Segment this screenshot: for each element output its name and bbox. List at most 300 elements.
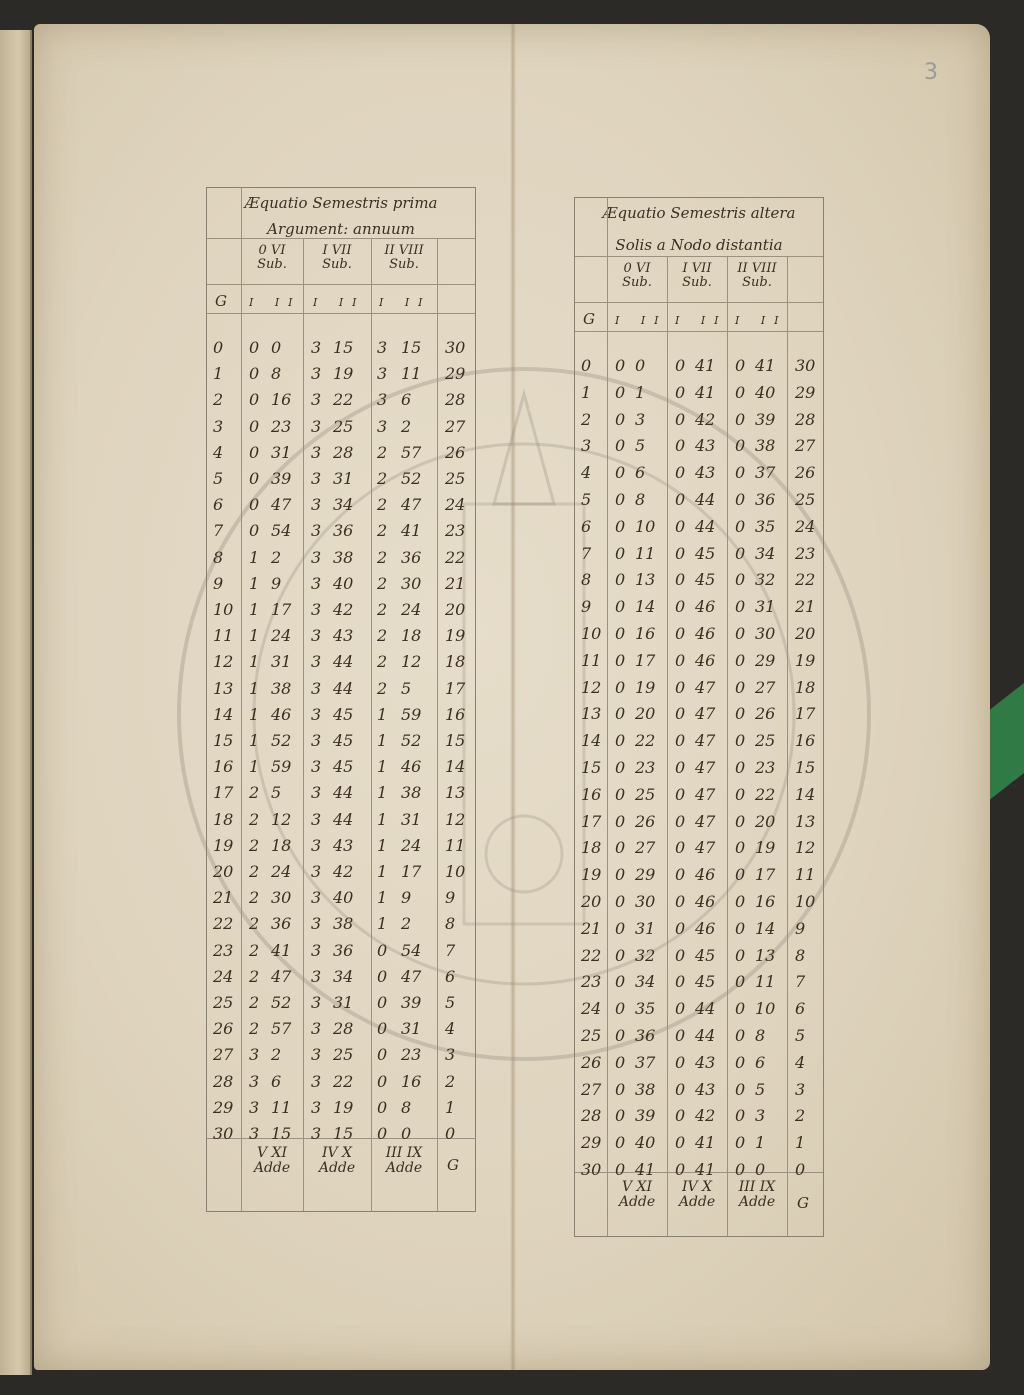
value-cell: 1 bbox=[249, 757, 260, 777]
value-cell: 0 bbox=[735, 784, 746, 804]
complement-degree-cell: 22 bbox=[445, 547, 466, 567]
value-cell: 0 bbox=[615, 784, 626, 804]
value-cell: 12 bbox=[401, 652, 422, 672]
g-label: G bbox=[215, 292, 227, 310]
value-cell: 5 bbox=[271, 783, 282, 803]
g-label: G bbox=[583, 310, 595, 328]
degree-cell: 14 bbox=[213, 704, 234, 724]
complement-degree-cell: 8 bbox=[445, 914, 456, 934]
degree-cell: 19 bbox=[213, 835, 234, 855]
value-cell: 47 bbox=[401, 966, 422, 986]
complement-degree-cell: 12 bbox=[795, 838, 816, 858]
value-cell: 0 bbox=[735, 918, 746, 938]
value-cell: 0 bbox=[735, 624, 746, 643]
value-cell: 43 bbox=[695, 1052, 716, 1072]
value-cell: 0 bbox=[675, 1160, 686, 1179]
value-cell: 46 bbox=[695, 892, 716, 911]
complement-degree-cell: 20 bbox=[445, 600, 466, 619]
value-cell: 0 bbox=[615, 731, 626, 751]
value-cell: 0 bbox=[249, 364, 260, 384]
header-rule bbox=[207, 238, 475, 239]
value-cell: 44 bbox=[695, 999, 716, 1019]
table-aequatio-altera bbox=[574, 197, 824, 1237]
degree-cell: 5 bbox=[581, 490, 592, 509]
value-cell: 3 bbox=[377, 338, 388, 357]
value-cell: 0 bbox=[615, 382, 626, 402]
value-cell: 26 bbox=[635, 811, 656, 831]
value-cell: 1 bbox=[755, 1133, 766, 1153]
value-cell: 3 bbox=[311, 442, 322, 462]
value-cell: 0 bbox=[401, 1124, 412, 1143]
value-cell: 0 bbox=[675, 597, 686, 617]
value-cell: 0 bbox=[675, 758, 686, 777]
degree-cell: 12 bbox=[213, 652, 234, 672]
value-cell: 0 bbox=[249, 469, 260, 488]
value-cell: 43 bbox=[695, 436, 716, 456]
value-cell: 14 bbox=[635, 597, 656, 617]
degree-cell: 23 bbox=[213, 940, 234, 960]
value-cell: 0 bbox=[735, 516, 746, 536]
unit-label: I II bbox=[313, 296, 366, 309]
value-cell: 23 bbox=[635, 758, 656, 777]
column-rule bbox=[437, 238, 438, 1211]
value-cell: 3 bbox=[311, 626, 322, 646]
complement-degree-cell: 4 bbox=[795, 1052, 806, 1072]
value-cell: 0 bbox=[755, 1160, 766, 1179]
value-cell: 25 bbox=[333, 416, 354, 436]
header-rule bbox=[575, 256, 823, 257]
degree-cell: 18 bbox=[581, 838, 602, 858]
degree-cell: 30 bbox=[581, 1160, 602, 1179]
value-cell: 3 bbox=[635, 409, 646, 429]
col-head-i-vii: I VII Sub. bbox=[682, 261, 712, 290]
degree-cell: 25 bbox=[581, 1026, 602, 1045]
value-cell: 35 bbox=[755, 516, 776, 536]
value-cell: 14 bbox=[755, 918, 776, 938]
complement-degree-cell: 22 bbox=[795, 570, 816, 590]
value-cell: 38 bbox=[755, 436, 776, 456]
value-cell: 39 bbox=[755, 409, 776, 429]
complement-degree-cell: 21 bbox=[795, 597, 816, 617]
col-head-ii-viii: II VIII Sub. bbox=[384, 243, 424, 272]
value-cell: 30 bbox=[755, 624, 776, 643]
value-cell: 3 bbox=[311, 521, 322, 541]
value-cell: 17 bbox=[755, 865, 776, 885]
value-cell: 0 bbox=[615, 999, 626, 1019]
degree-cell: 26 bbox=[581, 1052, 602, 1072]
table-title: Æquatio Semestris prima bbox=[244, 194, 438, 212]
value-cell: 5 bbox=[635, 436, 646, 456]
degree-cell: 12 bbox=[581, 677, 602, 697]
value-cell: 0 bbox=[675, 918, 686, 938]
degree-cell: 29 bbox=[213, 1097, 234, 1117]
value-cell: 34 bbox=[333, 495, 354, 515]
value-cell: 36 bbox=[271, 914, 292, 934]
value-cell: 52 bbox=[271, 731, 292, 750]
value-cell: 36 bbox=[635, 1026, 656, 1045]
value-cell: 0 bbox=[675, 838, 686, 858]
degree-cell: 13 bbox=[581, 704, 602, 724]
value-cell: 44 bbox=[695, 1026, 716, 1045]
value-cell: 46 bbox=[695, 650, 716, 670]
complement-degree-cell: 10 bbox=[795, 892, 816, 911]
value-cell: 0 bbox=[735, 463, 746, 483]
value-cell: 0 bbox=[615, 463, 626, 483]
value-cell: 1 bbox=[377, 757, 388, 777]
value-cell: 0 bbox=[735, 570, 746, 590]
value-cell: 0 bbox=[675, 356, 686, 375]
value-cell: 1 bbox=[249, 600, 260, 619]
degree-cell: 2 bbox=[581, 409, 592, 429]
degree-cell: 19 bbox=[581, 865, 602, 885]
complement-degree-cell: 30 bbox=[795, 356, 816, 375]
value-cell: 0 bbox=[735, 1052, 746, 1072]
complement-degree-cell: 6 bbox=[795, 999, 806, 1019]
value-cell: 44 bbox=[333, 809, 354, 829]
value-cell: 0 bbox=[615, 811, 626, 831]
value-cell: 0 bbox=[735, 677, 746, 697]
value-cell: 2 bbox=[249, 862, 260, 881]
value-cell: 57 bbox=[401, 442, 422, 462]
value-cell: 38 bbox=[401, 783, 422, 803]
value-cell: 8 bbox=[401, 1097, 412, 1117]
value-cell: 44 bbox=[333, 783, 354, 803]
unit-label: I II bbox=[379, 296, 432, 309]
value-cell: 31 bbox=[401, 1019, 422, 1039]
value-cell: 3 bbox=[377, 364, 388, 384]
degree-cell: 10 bbox=[213, 600, 234, 619]
value-cell: 2 bbox=[249, 940, 260, 960]
column-rule bbox=[241, 188, 242, 1211]
value-cell: 40 bbox=[333, 888, 354, 908]
value-cell: 15 bbox=[271, 1124, 292, 1143]
value-cell: 44 bbox=[695, 490, 716, 509]
value-cell: 2 bbox=[249, 809, 260, 829]
complement-degree-cell: 1 bbox=[445, 1097, 456, 1117]
value-cell: 1 bbox=[249, 678, 260, 698]
value-cell: 0 bbox=[675, 490, 686, 509]
value-cell: 3 bbox=[311, 390, 322, 410]
value-cell: 0 bbox=[675, 784, 686, 804]
col-head-i-vii: I VII Sub. bbox=[322, 243, 352, 272]
value-cell: 0 bbox=[735, 409, 746, 429]
value-cell: 25 bbox=[333, 1045, 354, 1065]
column-rule bbox=[303, 238, 304, 1211]
complement-degree-cell: 28 bbox=[445, 390, 466, 410]
degree-cell: 5 bbox=[213, 469, 224, 488]
value-cell: 0 bbox=[675, 1079, 686, 1099]
value-cell: 0 bbox=[615, 543, 626, 563]
value-cell: 40 bbox=[635, 1133, 656, 1153]
value-cell: 0 bbox=[675, 892, 686, 911]
complement-degree-cell: 7 bbox=[445, 940, 456, 960]
value-cell: 0 bbox=[735, 865, 746, 885]
complement-degree-cell: 5 bbox=[795, 1026, 806, 1045]
value-cell: 1 bbox=[377, 704, 388, 724]
value-cell: 41 bbox=[401, 521, 422, 541]
value-cell: 43 bbox=[695, 463, 716, 483]
value-cell: 45 bbox=[695, 570, 716, 590]
degree-cell: 6 bbox=[581, 516, 592, 536]
header-rule bbox=[207, 284, 475, 285]
value-cell: 0 bbox=[675, 972, 686, 992]
value-cell: 24 bbox=[271, 626, 292, 646]
value-cell: 36 bbox=[333, 521, 354, 541]
complement-degree-cell: 11 bbox=[795, 865, 816, 885]
previous-leaf-edge bbox=[0, 30, 32, 1375]
value-cell: 0 bbox=[249, 495, 260, 515]
table-title: Æquatio Semestris altera bbox=[602, 204, 796, 222]
degree-cell: 11 bbox=[213, 626, 234, 646]
value-cell: 47 bbox=[695, 731, 716, 751]
value-cell: 3 bbox=[311, 835, 322, 855]
foot-col-iv-x: IV X Adde bbox=[318, 1145, 356, 1177]
unit-label: I II bbox=[249, 296, 302, 309]
value-cell: 18 bbox=[271, 835, 292, 855]
complement-degree-cell: 17 bbox=[445, 678, 466, 698]
complement-degree-cell: 1 bbox=[795, 1133, 806, 1153]
value-cell: 1 bbox=[377, 835, 388, 855]
value-cell: 0 bbox=[735, 972, 746, 992]
value-cell: 59 bbox=[401, 704, 422, 724]
value-cell: 47 bbox=[695, 677, 716, 697]
complement-degree-cell: 3 bbox=[795, 1079, 806, 1099]
complement-degree-cell: 16 bbox=[795, 731, 816, 751]
degree-cell: 27 bbox=[581, 1079, 602, 1099]
value-cell: 45 bbox=[695, 945, 716, 965]
complement-degree-cell: 3 bbox=[445, 1045, 456, 1065]
value-cell: 44 bbox=[695, 516, 716, 536]
value-cell: 0 bbox=[615, 1052, 626, 1072]
value-cell: 40 bbox=[755, 382, 776, 402]
degree-cell: 16 bbox=[213, 757, 234, 777]
value-cell: 0 bbox=[675, 570, 686, 590]
value-cell: 47 bbox=[695, 838, 716, 858]
value-cell: 19 bbox=[635, 677, 656, 697]
complement-degree-cell: 20 bbox=[795, 624, 816, 643]
value-cell: 2 bbox=[271, 1045, 282, 1065]
value-cell: 3 bbox=[249, 1071, 260, 1091]
value-cell: 0 bbox=[735, 811, 746, 831]
value-cell: 1 bbox=[249, 573, 260, 593]
value-cell: 3 bbox=[249, 1097, 260, 1117]
value-cell: 2 bbox=[377, 678, 388, 698]
value-cell: 0 bbox=[615, 490, 626, 509]
value-cell: 0 bbox=[377, 940, 388, 960]
value-cell: 16 bbox=[755, 892, 776, 911]
column-rule bbox=[607, 198, 608, 1236]
degree-cell: 25 bbox=[213, 993, 234, 1012]
degree-cell: 29 bbox=[581, 1133, 602, 1153]
value-cell: 13 bbox=[755, 945, 776, 965]
complement-degree-cell: 9 bbox=[445, 888, 456, 908]
value-cell: 0 bbox=[735, 945, 746, 965]
header-rule bbox=[575, 331, 823, 332]
value-cell: 0 bbox=[615, 945, 626, 965]
value-cell: 9 bbox=[271, 573, 282, 593]
complement-degree-cell: 15 bbox=[445, 731, 466, 750]
value-cell: 2 bbox=[377, 626, 388, 646]
value-cell: 37 bbox=[635, 1052, 656, 1072]
value-cell: 0 bbox=[615, 436, 626, 456]
value-cell: 8 bbox=[755, 1026, 766, 1045]
degree-cell: 8 bbox=[213, 547, 224, 567]
value-cell: 22 bbox=[635, 731, 656, 751]
value-cell: 0 bbox=[735, 490, 746, 509]
value-cell: 54 bbox=[271, 521, 292, 541]
value-cell: 31 bbox=[333, 993, 354, 1012]
degree-cell: 23 bbox=[581, 972, 602, 992]
value-cell: 41 bbox=[695, 1160, 716, 1179]
complement-degree-cell: 13 bbox=[445, 783, 466, 803]
value-cell: 0 bbox=[615, 704, 626, 724]
value-cell: 46 bbox=[695, 597, 716, 617]
value-cell: 29 bbox=[635, 865, 656, 885]
value-cell: 2 bbox=[377, 600, 388, 619]
value-cell: 29 bbox=[755, 650, 776, 670]
degree-cell: 1 bbox=[581, 382, 592, 402]
value-cell: 30 bbox=[635, 892, 656, 911]
degree-cell: 3 bbox=[581, 436, 592, 456]
column-rule bbox=[667, 256, 668, 1236]
value-cell: 47 bbox=[271, 495, 292, 515]
value-cell: 44 bbox=[333, 678, 354, 698]
value-cell: 41 bbox=[755, 356, 776, 375]
value-cell: 0 bbox=[735, 758, 746, 777]
value-cell: 0 bbox=[675, 1026, 686, 1045]
degree-cell: 8 bbox=[581, 570, 592, 590]
complement-degree-cell: 23 bbox=[795, 543, 816, 563]
complement-degree-cell: 5 bbox=[445, 993, 456, 1012]
value-cell: 59 bbox=[271, 757, 292, 777]
value-cell: 0 bbox=[615, 516, 626, 536]
value-cell: 46 bbox=[271, 704, 292, 724]
value-cell: 0 bbox=[735, 1133, 746, 1153]
value-cell: 2 bbox=[377, 521, 388, 541]
value-cell: 3 bbox=[311, 940, 322, 960]
value-cell: 52 bbox=[271, 993, 292, 1012]
value-cell: 0 bbox=[735, 650, 746, 670]
value-cell: 0 bbox=[615, 570, 626, 590]
value-cell: 28 bbox=[333, 1019, 354, 1039]
value-cell: 3 bbox=[311, 547, 322, 567]
value-cell: 32 bbox=[755, 570, 776, 590]
value-cell: 2 bbox=[377, 442, 388, 462]
value-cell: 0 bbox=[675, 624, 686, 643]
value-cell: 11 bbox=[755, 972, 776, 992]
value-cell: 36 bbox=[401, 547, 422, 567]
value-cell: 0 bbox=[615, 1160, 626, 1179]
value-cell: 2 bbox=[377, 547, 388, 567]
value-cell: 1 bbox=[249, 731, 260, 750]
value-cell: 0 bbox=[615, 650, 626, 670]
value-cell: 0 bbox=[675, 516, 686, 536]
value-cell: 20 bbox=[635, 704, 656, 724]
complement-degree-cell: 8 bbox=[795, 945, 806, 965]
value-cell: 0 bbox=[675, 382, 686, 402]
value-cell: 3 bbox=[311, 809, 322, 829]
value-cell: 0 bbox=[735, 1026, 746, 1045]
complement-degree-cell: 6 bbox=[445, 966, 456, 986]
foot-col-v-xi: V XI Adde bbox=[253, 1145, 291, 1177]
value-cell: 0 bbox=[735, 1106, 746, 1126]
degree-cell: 28 bbox=[581, 1106, 602, 1126]
complement-degree-cell: 21 bbox=[445, 573, 466, 593]
complement-degree-cell: 2 bbox=[795, 1106, 806, 1126]
value-cell: 42 bbox=[333, 862, 354, 881]
complement-degree-cell: 7 bbox=[795, 972, 806, 992]
degree-cell: 28 bbox=[213, 1071, 234, 1091]
value-cell: 47 bbox=[695, 811, 716, 831]
value-cell: 11 bbox=[271, 1097, 292, 1117]
value-cell: 0 bbox=[735, 1160, 746, 1179]
value-cell: 9 bbox=[401, 888, 412, 908]
value-cell: 2 bbox=[377, 652, 388, 672]
value-cell: 22 bbox=[333, 390, 354, 410]
value-cell: 47 bbox=[695, 704, 716, 724]
value-cell: 47 bbox=[401, 495, 422, 515]
unit-label: I II bbox=[675, 314, 728, 327]
value-cell: 17 bbox=[401, 862, 422, 881]
complement-degree-cell: 26 bbox=[445, 442, 466, 462]
value-cell: 3 bbox=[311, 1124, 322, 1143]
value-cell: 1 bbox=[377, 914, 388, 934]
complement-degree-cell: 24 bbox=[795, 516, 816, 536]
value-cell: 43 bbox=[695, 1079, 716, 1099]
value-cell: 24 bbox=[401, 600, 422, 619]
value-cell: 0 bbox=[249, 521, 260, 541]
value-cell: 15 bbox=[333, 1124, 354, 1143]
degree-cell: 22 bbox=[581, 945, 602, 965]
value-cell: 1 bbox=[249, 704, 260, 724]
value-cell: 2 bbox=[401, 914, 412, 934]
table-subtitle: Solis a Nodo distantia bbox=[615, 236, 783, 254]
header-rule bbox=[207, 313, 475, 314]
value-cell: 0 bbox=[377, 1124, 388, 1143]
degree-cell: 11 bbox=[581, 650, 602, 670]
value-cell: 38 bbox=[333, 547, 354, 567]
value-cell: 30 bbox=[271, 888, 292, 908]
value-cell: 47 bbox=[271, 966, 292, 986]
degree-cell: 30 bbox=[213, 1124, 234, 1143]
degree-cell: 20 bbox=[213, 862, 234, 881]
unit-label: I II bbox=[615, 314, 668, 327]
value-cell: 46 bbox=[401, 757, 422, 777]
value-cell: 0 bbox=[615, 356, 626, 375]
value-cell: 2 bbox=[377, 495, 388, 515]
value-cell: 34 bbox=[755, 543, 776, 563]
value-cell: 44 bbox=[333, 652, 354, 672]
value-cell: 0 bbox=[615, 892, 626, 911]
foot-col-iv-x: IV X Adde bbox=[678, 1179, 716, 1211]
degree-cell: 17 bbox=[581, 811, 602, 831]
value-cell: 1 bbox=[635, 382, 646, 402]
value-cell: 19 bbox=[755, 838, 776, 858]
value-cell: 45 bbox=[333, 731, 354, 750]
value-cell: 19 bbox=[333, 1097, 354, 1117]
value-cell: 31 bbox=[333, 469, 354, 488]
value-cell: 19 bbox=[333, 364, 354, 384]
value-cell: 42 bbox=[333, 600, 354, 619]
value-cell: 47 bbox=[695, 758, 716, 777]
value-cell: 0 bbox=[675, 463, 686, 483]
value-cell: 3 bbox=[311, 416, 322, 436]
value-cell: 0 bbox=[675, 999, 686, 1019]
degree-cell: 24 bbox=[581, 999, 602, 1019]
value-cell: 2 bbox=[249, 914, 260, 934]
value-cell: 2 bbox=[249, 835, 260, 855]
value-cell: 30 bbox=[401, 573, 422, 593]
